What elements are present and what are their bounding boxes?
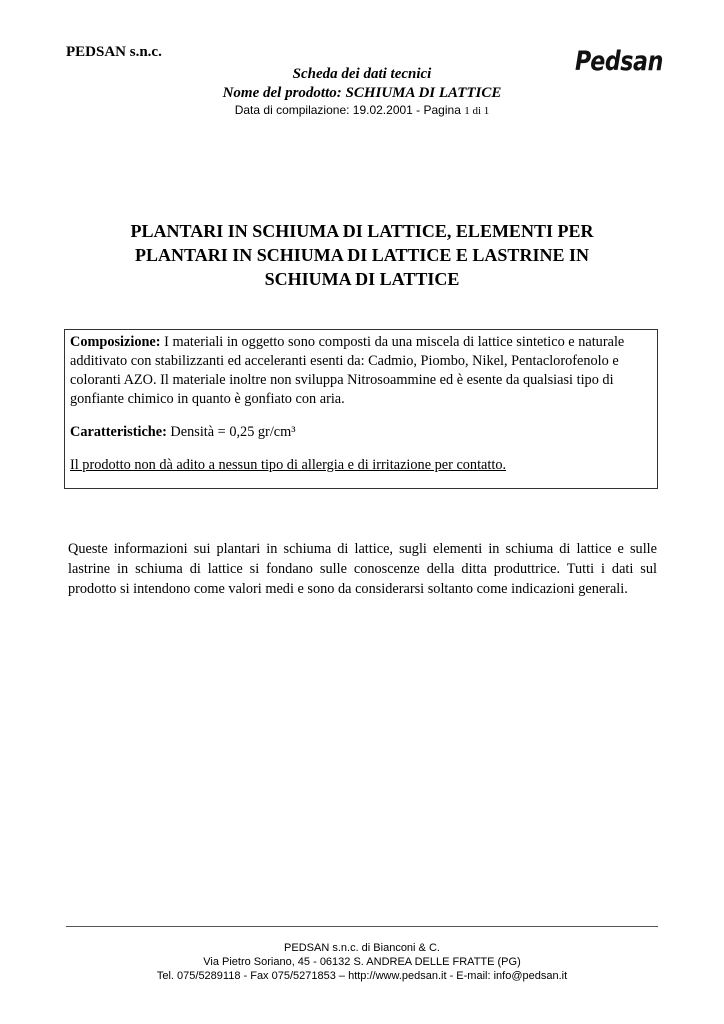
composition-label: Composizione:	[70, 334, 161, 350]
specifications-box	[64, 329, 658, 489]
title-line: PLANTARI IN SCHIUMA DI LATTICE E LASTRINE IN	[135, 245, 589, 265]
footer-address: Via Pietro Soriano, 45 - 06132 S. ANDREA DELLE FRATTE (PG)	[203, 956, 521, 968]
product-name: Nome del prodotto: SCHIUMA DI LATTICE	[222, 85, 502, 101]
sheet-title: Scheda dei dati tecnici	[292, 66, 432, 82]
composition-paragraph	[70, 333, 652, 409]
pedsan-logo: Pedsan	[575, 46, 663, 77]
compilation-date	[0, 103, 724, 117]
characteristics-text: Densità = 0,25 gr/cm³	[166, 424, 296, 440]
characteristics-label: Caratteristiche:	[70, 424, 167, 440]
footer	[0, 941, 724, 983]
document-title	[80, 219, 644, 291]
title-line: SCHIUMA DI LATTICE	[264, 269, 460, 289]
footer-divider	[66, 926, 658, 927]
composition-text: I materiali in oggetto sono composti da una miscela di lattice sintetico e naturale additivato con stabilizzanti ed acceleranti esenti da: Cadmio, Piombo, Nikel, Pentaclorofenolo e coloranti AZO. Il materiale inoltre non sviluppa Nitrosoammine ed è esente da qualsiasi tipo di gonfiante chimico in quanto è gonfiato con aria.	[70, 334, 625, 407]
footer-contacts: Tel. 075/5289118 - Fax 075/5271853 – http://www.pedsan.it - E-mail: info@pedsan.it	[156, 970, 568, 982]
company-name: PEDSAN s.n.c.	[66, 44, 162, 60]
page-number: 1	[464, 105, 470, 117]
page-total: 1	[483, 105, 490, 117]
title-line: PLANTARI IN SCHIUMA DI LATTICE, ELEMENTI PER	[130, 221, 594, 241]
info-paragraph: Queste informazioni sui plantari in schiuma di lattice, sugli elementi in schiuma di lattice e sulle lastrine in schiuma di lattice si fondano sulle conoscenze della ditta produttrice. Tutti i dati sul prodotto si intendono come valori medi e sono da considerarsi soltanto come indicazioni generali.	[68, 541, 657, 597]
footer-company: PEDSAN s.n.c. di Bianconi & C.	[284, 942, 440, 954]
compilation-date-text: Data di compilazione: 19.02.2001 - Pagina	[234, 103, 465, 117]
page-of: di	[469, 105, 484, 117]
characteristics-paragraph	[70, 423, 652, 442]
allergy-note: Il prodotto non dà adito a nessun tipo di allergia e di irritazione per contatto.	[70, 457, 507, 473]
